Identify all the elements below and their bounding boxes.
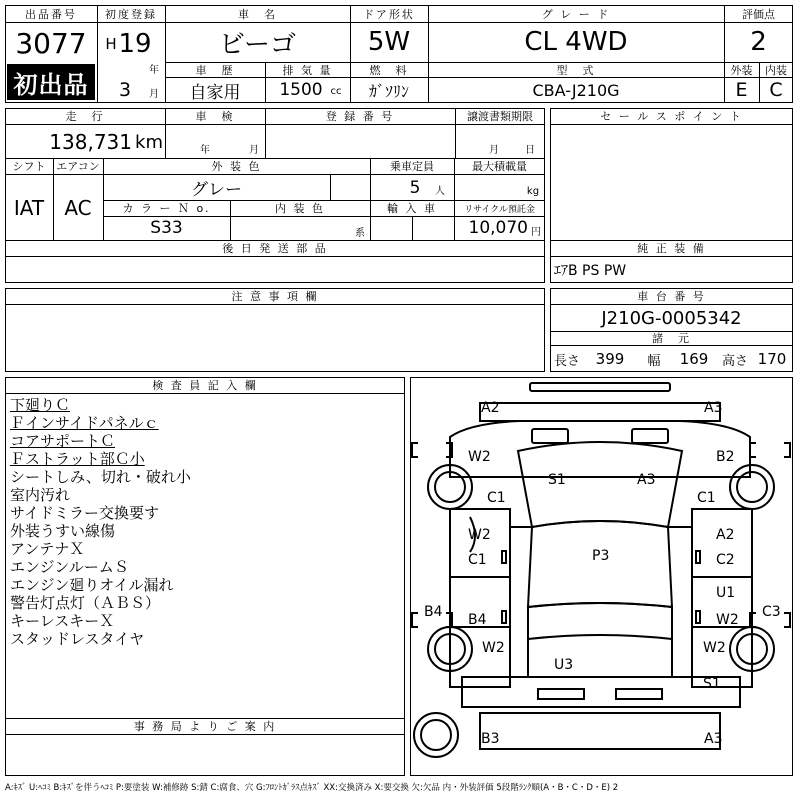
displacement-unit: cc bbox=[330, 85, 342, 97]
mark-b4-left-side: B4 bbox=[424, 604, 443, 620]
exterior-grade: E bbox=[735, 79, 748, 101]
mileage-label: 走 行 bbox=[65, 110, 105, 123]
displacement: 1500 bbox=[279, 80, 323, 100]
mark-w2-left-fender: W2 bbox=[468, 449, 491, 465]
door-label: ドア形状 bbox=[363, 7, 415, 21]
inspector-item: Ｆインサイドパネルｃ bbox=[10, 414, 159, 432]
equipment: ｴｱB PS PW bbox=[554, 263, 627, 279]
history: 自家用 bbox=[189, 82, 241, 103]
first-listing-badge: 初出品 bbox=[7, 64, 95, 100]
transfer-month-unit: 月 bbox=[489, 144, 499, 156]
length-label: 長さ bbox=[553, 353, 580, 369]
inspector-item: 下廻りＣ bbox=[10, 396, 71, 414]
color: グレー bbox=[191, 179, 242, 200]
recycle-fee: 10,070 bbox=[468, 218, 528, 238]
mark-c2-right-door: C2 bbox=[716, 552, 735, 568]
grade-label: グ レ ー ド bbox=[541, 7, 611, 21]
inspector-item: スタッドレスタイヤ bbox=[10, 630, 145, 648]
grade: CL 4WD bbox=[524, 27, 628, 57]
lot-label: 出品番号 bbox=[25, 7, 77, 21]
mark-c1-left: C1 bbox=[487, 490, 506, 506]
mileage-unit: km bbox=[135, 131, 163, 153]
mark-c3-right-side: C3 bbox=[762, 604, 781, 620]
interior-color-label: 内 装 色 bbox=[275, 202, 325, 215]
sales-point-label: セ ー ル ス ポ イ ン ト bbox=[600, 110, 743, 123]
mark-c1-right: C1 bbox=[697, 490, 716, 506]
car-diagram bbox=[410, 377, 793, 776]
mark-b2-right-fender: B2 bbox=[716, 449, 735, 465]
color-no: S33 bbox=[150, 218, 183, 238]
lot-number: 3077 bbox=[15, 26, 87, 60]
mark-a3-hood: A3 bbox=[637, 472, 656, 488]
recycle-unit: 円 bbox=[531, 226, 541, 238]
exterior-label: 外装 bbox=[730, 63, 753, 77]
mark-a2-front-left: A2 bbox=[481, 400, 500, 416]
equipment-label: 純 正 装 備 bbox=[637, 242, 706, 255]
year-unit: 年 bbox=[149, 64, 159, 75]
import-label: 輸 入 車 bbox=[387, 202, 437, 215]
load-label: 最大積載量 bbox=[472, 160, 527, 173]
transfer-label: 譲渡書類期限 bbox=[467, 110, 533, 123]
shift: IAT bbox=[13, 196, 45, 220]
color-no-label: カ ラ ー Ｎ o. bbox=[122, 202, 211, 215]
recycle-label: リサイクル預託金 bbox=[464, 204, 535, 215]
ac-label: エアコン bbox=[56, 160, 100, 173]
mark-a3-front-right: A3 bbox=[704, 400, 723, 416]
fuel-label: 燃 料 bbox=[369, 63, 409, 77]
mark-c1-left-door: C1 bbox=[468, 552, 487, 568]
model-code: CBA-J210G bbox=[532, 80, 620, 100]
inspector-item: 室内汚れ bbox=[10, 486, 71, 504]
office-label: 事 務 局 よ り ご 案 内 bbox=[133, 720, 277, 733]
mark-p3-roof: P3 bbox=[592, 548, 610, 564]
ac: AC bbox=[64, 196, 92, 220]
width-label: 幅 bbox=[647, 353, 661, 369]
car-name-label: 車 名 bbox=[238, 7, 277, 21]
interior-label: 内装 bbox=[765, 63, 787, 77]
reg-no-label: 登 録 番 号 bbox=[325, 110, 395, 123]
era: H bbox=[105, 35, 117, 53]
inspector-item: コアサポートＣ bbox=[10, 432, 116, 450]
mark-s1-hood: S1 bbox=[548, 472, 566, 488]
reg-month: 3 bbox=[118, 79, 132, 101]
mark-u3-rear: U3 bbox=[554, 657, 574, 673]
inspector-item: シートしみ、切れ・破れ小 bbox=[10, 468, 191, 486]
inspector-label: 検 査 員 記 入 欄 bbox=[152, 379, 258, 392]
inspection-label: 車 検 bbox=[195, 110, 235, 123]
month-unit: 月 bbox=[149, 88, 159, 99]
transfer-day-unit: 日 bbox=[525, 144, 535, 156]
load-unit: kg bbox=[526, 185, 540, 197]
door-type: 5W bbox=[367, 27, 411, 57]
mark-u1-right: U1 bbox=[716, 585, 736, 601]
mark-w2-left-rear: W2 bbox=[482, 640, 505, 656]
width: 169 bbox=[679, 350, 709, 368]
car-name: ビーゴ bbox=[219, 29, 296, 60]
capacity: 5 bbox=[409, 178, 421, 198]
mark-w2-left-door: W2 bbox=[468, 527, 491, 543]
chassis-label: 車 台 番 号 bbox=[637, 290, 706, 303]
mileage: 138,731 bbox=[49, 130, 132, 154]
inspector-item: 外装うすい線傷 bbox=[10, 522, 116, 540]
inspector-item: Ｆストラット部Ｃ小 bbox=[10, 450, 145, 468]
footer-legend: A:ｷｽﾞ U:ﾍｺﾐ B:ｷｽﾞを伴うﾍｺﾐ P:要塗装 W:補修跡 S:錆 C:腐食、穴 G:ﾌﾛﾝﾄｶﾞﾗｽ点ｷｽﾞ XX:交換済み X:要交換 欠:欠品 内・外装評価 5段階ﾗﾝｸ順(A・B・C・D・E) 2 bbox=[5, 783, 619, 793]
fuel: ｶﾞｿﾘﾝ bbox=[368, 81, 409, 101]
score-label: 評価点 bbox=[742, 7, 775, 21]
length: 399 bbox=[595, 350, 625, 368]
mark-w2-right-rear-door: W2 bbox=[716, 612, 739, 628]
color-label: 外 装 色 bbox=[211, 160, 262, 173]
mark-s1-right-rear: S1 bbox=[703, 676, 721, 692]
mark-a3-rear-right: A3 bbox=[704, 731, 723, 747]
interior-grade: C bbox=[769, 79, 783, 101]
history-label: 車 歴 bbox=[195, 63, 235, 77]
model-code-label: 型 式 bbox=[556, 63, 596, 77]
inspector-item: アンテナＸ bbox=[10, 540, 85, 558]
height: 170 bbox=[757, 350, 787, 368]
inspector-item: 警告灯点灯（ＡＢＳ） bbox=[10, 594, 161, 612]
first-reg-label: 初度登録 bbox=[105, 7, 157, 21]
reg-year: 19 bbox=[118, 29, 152, 59]
height-label: 高さ bbox=[721, 353, 748, 369]
inspector-item: エンジン廻りオイル漏れ bbox=[10, 576, 174, 594]
score: 2 bbox=[750, 27, 767, 57]
chassis-number: J210G-0005342 bbox=[601, 307, 742, 329]
mark-b4-left-door: B4 bbox=[468, 612, 487, 628]
later-parts-label: 後 日 発 送 部 品 bbox=[222, 242, 328, 255]
capacity-label: 乗車定員 bbox=[390, 160, 434, 173]
capacity-unit: 人 bbox=[435, 185, 445, 197]
dims-label: 諸 元 bbox=[652, 332, 691, 345]
inspector-item: エンジンルームＳ bbox=[10, 558, 129, 576]
inspection-year-unit: 年 bbox=[200, 144, 210, 156]
displacement-label: 排 気 量 bbox=[282, 63, 333, 77]
mark-w2-right-rear: W2 bbox=[703, 640, 726, 656]
mark-a2-right-door: A2 bbox=[716, 527, 735, 543]
notes-label: 注 意 事 項 欄 bbox=[231, 290, 319, 303]
inspector-item: サイドミラー交換要す bbox=[10, 504, 159, 522]
inspector-item: キーレスキーＸ bbox=[10, 612, 115, 630]
shift-label: シフト bbox=[12, 160, 46, 173]
interior-color-unit: 系 bbox=[355, 227, 365, 238]
inspection-month-unit: 月 bbox=[249, 144, 259, 156]
mark-b3-rear-left: B3 bbox=[481, 731, 500, 747]
